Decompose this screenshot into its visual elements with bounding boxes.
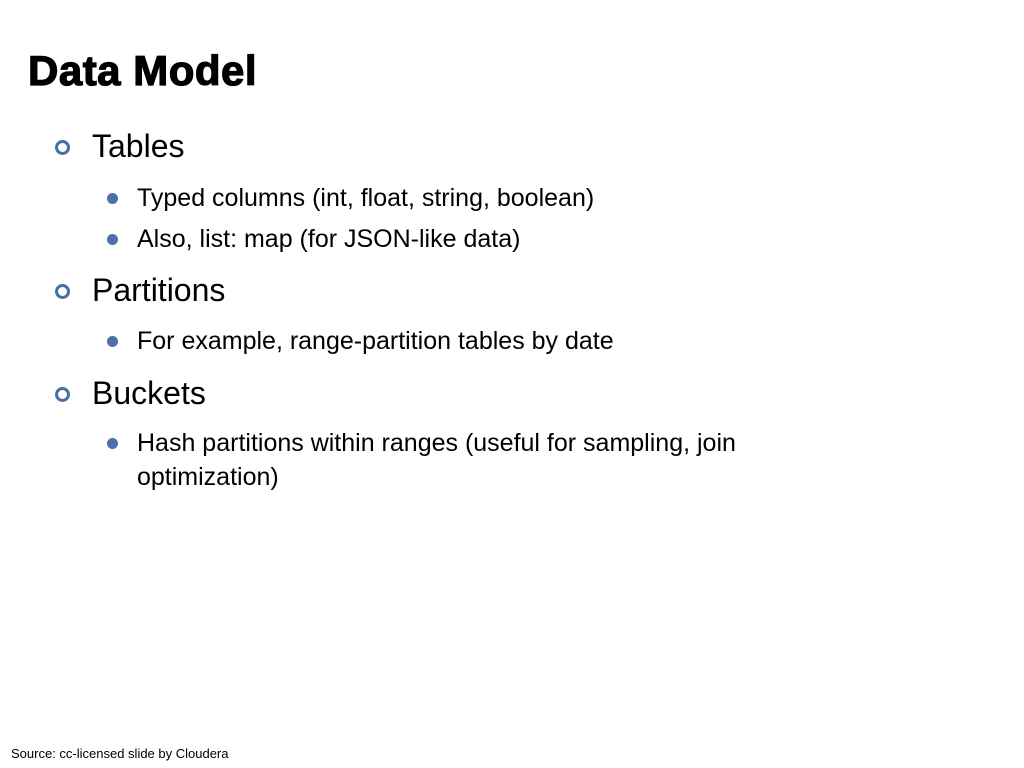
source-footer: Source: cc-licensed slide by Cloudera — [11, 746, 229, 761]
bullet-item-partitions: Partitions — [92, 272, 226, 308]
sub-bullet-range-partition: For example, range-partition tables by date — [137, 327, 614, 355]
sub-bullet-hash-partitions: Hash partitions within ranges (useful for sampling, join optimization) — [137, 429, 736, 491]
filled-circle-bullet-icon — [107, 234, 118, 245]
filled-circle-bullet-icon — [107, 336, 118, 347]
slide-title: Data Model — [28, 47, 258, 94]
hollow-circle-bullet-icon — [55, 284, 70, 299]
hollow-circle-bullet-icon — [55, 140, 70, 155]
filled-circle-bullet-icon — [107, 193, 118, 204]
filled-circle-bullet-icon — [107, 438, 118, 449]
bullet-item-buckets: Buckets — [92, 375, 206, 411]
hollow-circle-bullet-icon — [55, 387, 70, 402]
sub-bullet-list-map: Also, list: map (for JSON-like data) — [137, 225, 521, 253]
bullet-item-tables: Tables — [92, 128, 185, 164]
sub-bullet-typed-columns: Typed columns (int, float, string, boolean) — [137, 184, 595, 212]
